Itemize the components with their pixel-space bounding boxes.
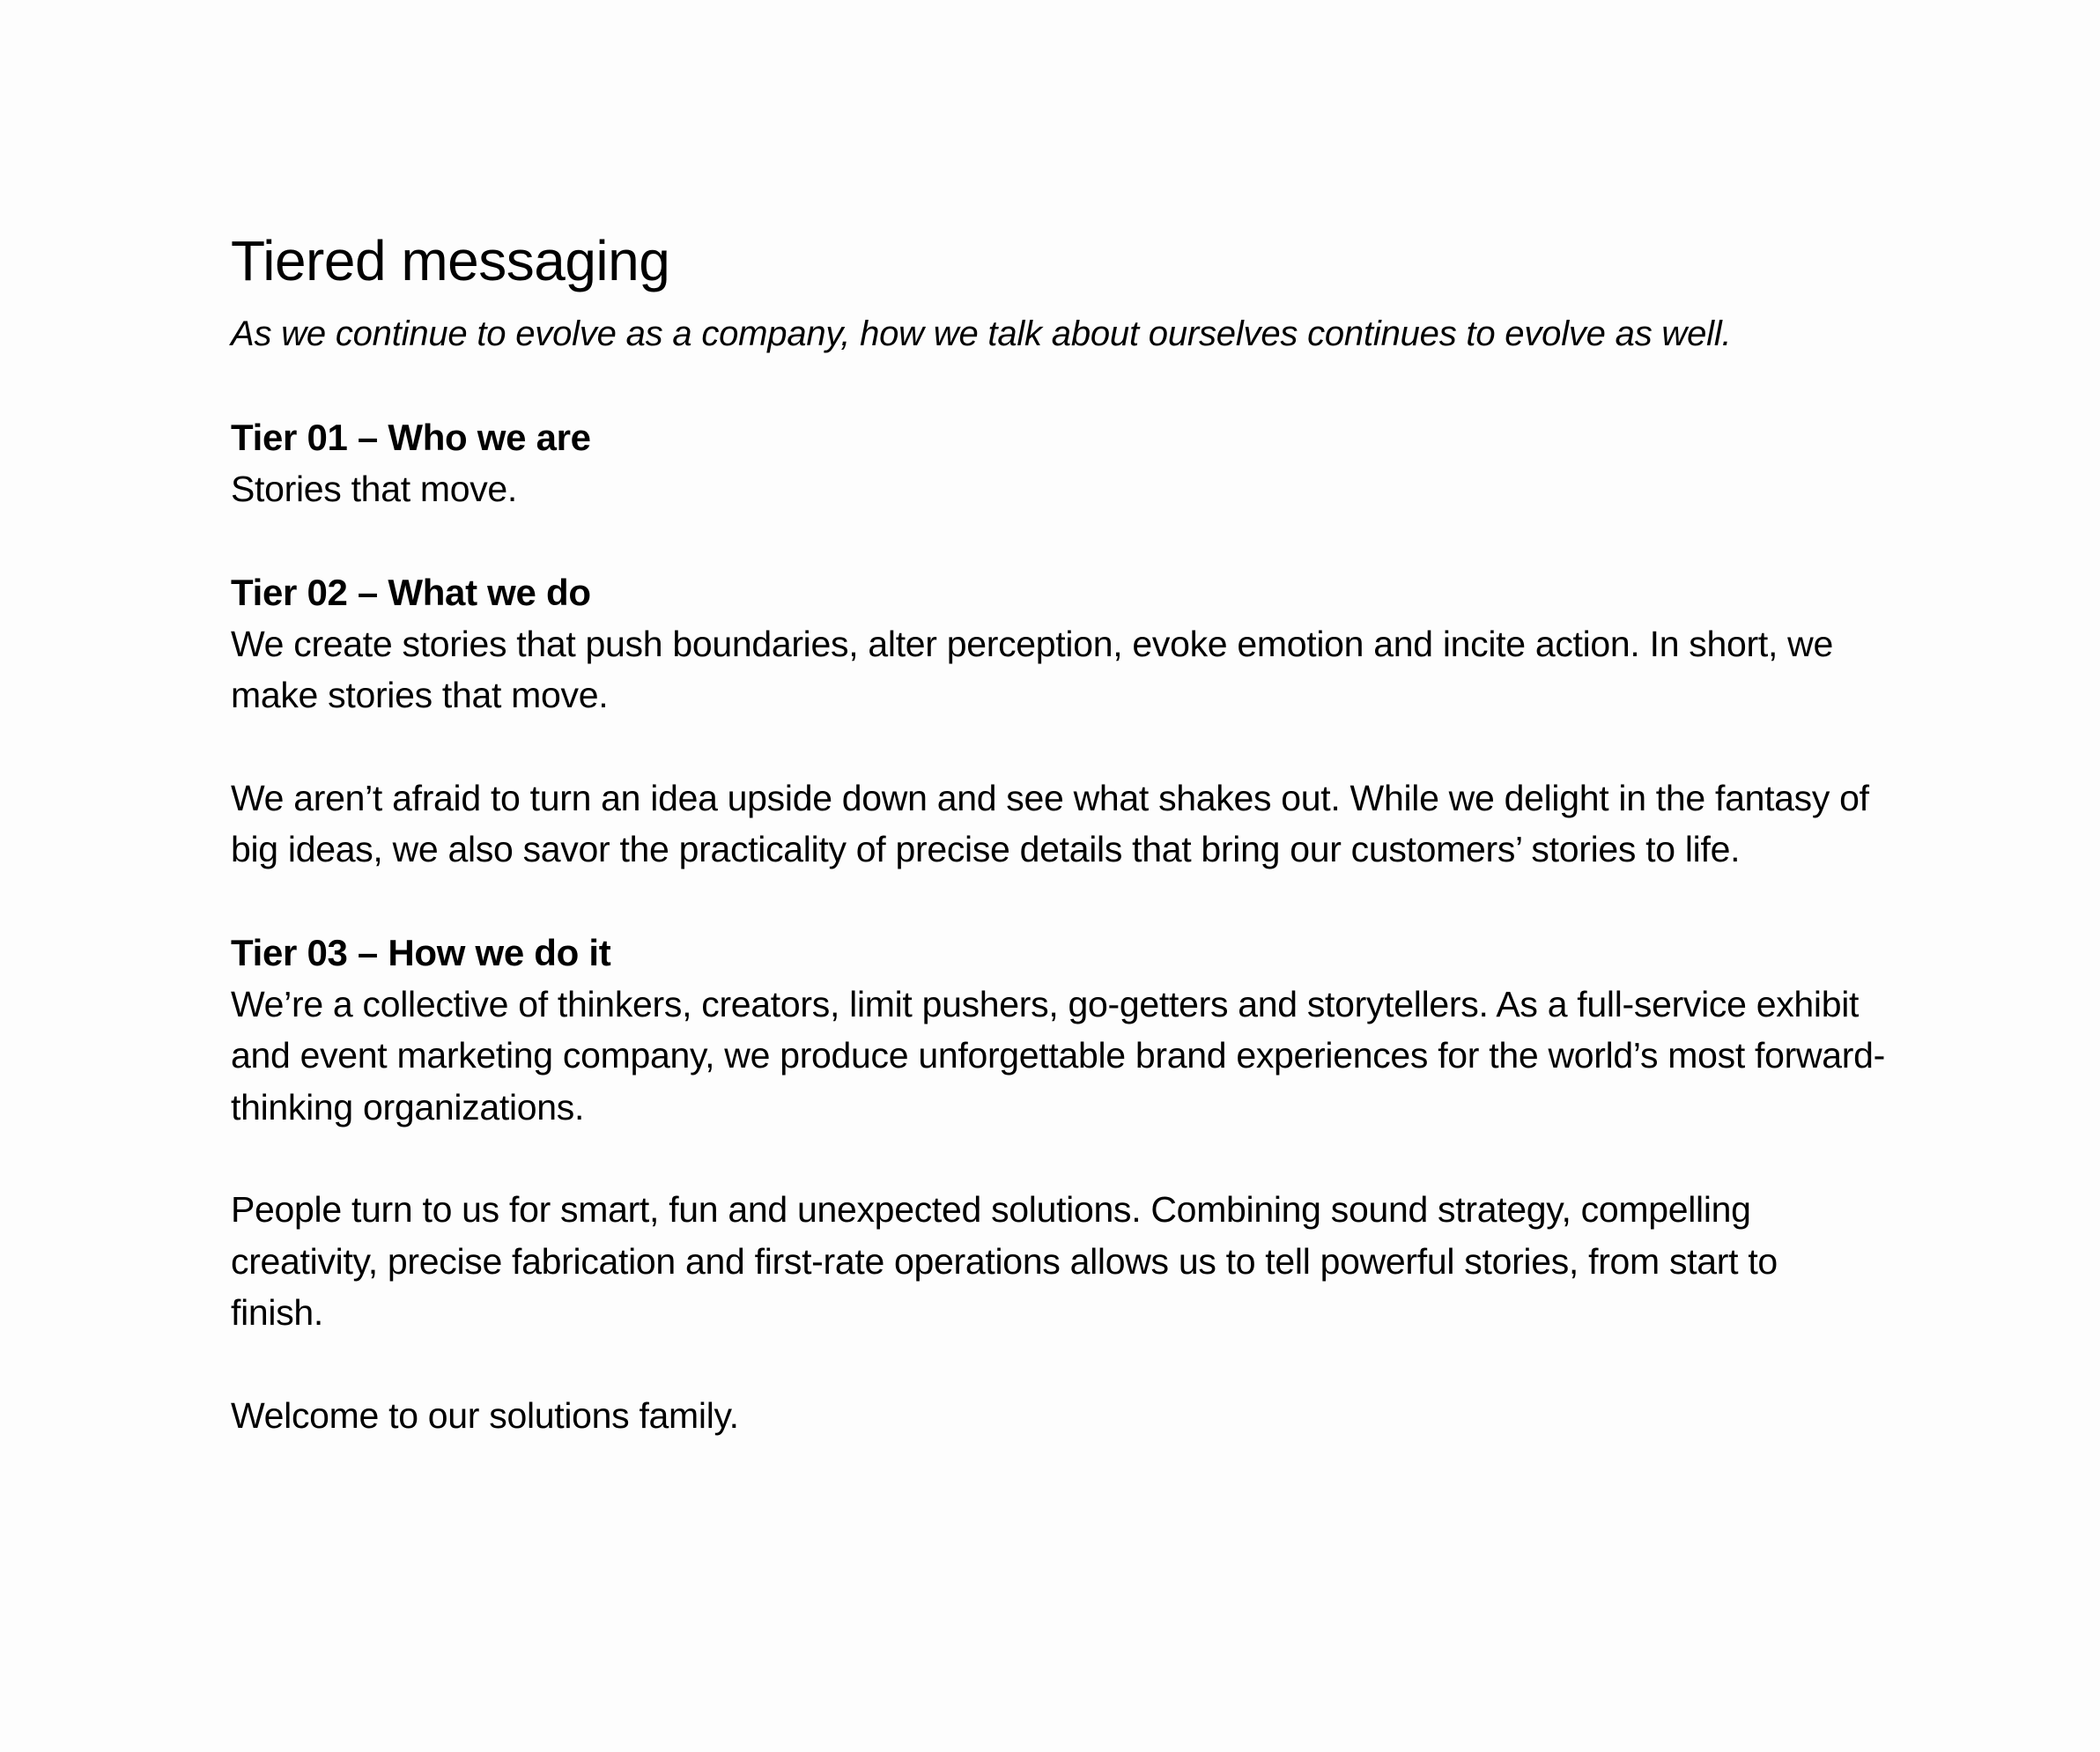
tier-02-heading: Tier 02 – What we do [231,571,591,613]
tier-03-paragraph-1: We’re a collective of thinkers, creators, limit pushers, go-getters and storytellers. As a full-service exhibit and event marketing company, we produce unforgettable brand experiences for the world’s most forward-thinking organizations. [231,983,1885,1127]
closing-line: Welcome to our solutions family. [231,1394,739,1436]
page-subtitle: As we continue to evolve as a company, how we talk about ourselves continues to evolve as well. [231,314,1732,353]
tier-01-paragraph: Stories that move. [231,469,518,509]
tier-02-paragraph-1: We create stories that push boundaries, alter perception, evoke emotion and incite action. In short, we make stories that move. [231,623,1833,715]
tier-03-section [231,927,1975,1339]
document-content [231,225,1975,1441]
tier-02-paragraph-2: We aren’t afraid to turn an idea upside down and see what shakes out. While we delight in the fantasy of big ideas, we also savor the practicality of precise details that bring our customers’ stories to life. [231,777,1869,869]
page-title: Tiered messaging [231,229,670,292]
tier-03-paragraph-2: People turn to us for smart, fun and unexpected solutions. Combining sound strategy, compelling creativity, precise fabrication and first-rate operations allows us to tell powerful stories, from start to finish. [231,1189,1778,1333]
tier-02-section [231,566,1975,876]
tier-01-heading: Tier 01 – Who we are [231,417,591,458]
tier-03-heading: Tier 03 – How we do it [231,931,611,973]
tier-01-section [231,411,1975,515]
